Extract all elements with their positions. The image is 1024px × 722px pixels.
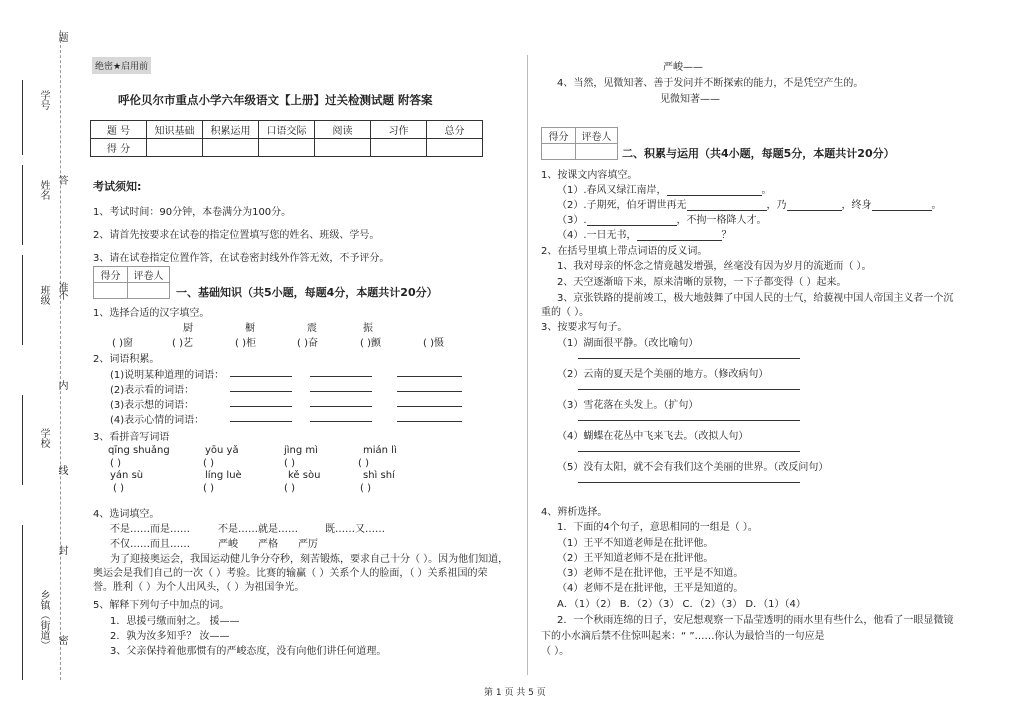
answer-label: 严峻—— <box>663 62 703 73</box>
answer-line[interactable] <box>787 201 842 211</box>
char-option: 震 <box>307 323 317 334</box>
q4-item: （4）老师不是在批评他，王平是知道的。 <box>557 583 744 594</box>
table-cell[interactable] <box>315 139 371 157</box>
answer-line[interactable] <box>230 406 292 407</box>
pinyin: líng luè <box>205 470 242 481</box>
table-cell: 知识基础 <box>147 121 203 139</box>
answer-line[interactable] <box>578 358 800 359</box>
pinyin: shì shí <box>363 470 395 481</box>
sidebar-label: 题 <box>56 32 67 42</box>
fill-blank: ( )颤 <box>360 338 381 349</box>
q5-item: 2．孰为汝多知乎？ 汝—— <box>110 631 230 642</box>
pinyin: qīng shuǎng <box>108 445 170 456</box>
word-option: 严厉 <box>298 539 318 550</box>
q3-item: （2）云南的夏天是个美丽的地方。（修改病句） <box>557 369 769 380</box>
fill-blank: ( )柜 <box>235 338 256 349</box>
pinyin: yōu yǎ <box>205 445 239 456</box>
table-cell: 总分 <box>427 121 483 139</box>
answer-line[interactable] <box>872 201 932 211</box>
q4-item: （2）王平知道老师不是在批评他。 <box>557 553 714 564</box>
answer-line[interactable] <box>578 420 800 421</box>
pinyin: kě sòu <box>288 470 321 481</box>
section2-title: 二、积累与运用（共4小题，每题5分，本题共计20分） <box>622 147 895 160</box>
char-option: 厨 <box>183 323 193 334</box>
q5-item: 3、父亲保持着他那惯有的严峻态度，没有向他们讲任何道理。 <box>110 646 387 657</box>
grader-box <box>93 266 170 299</box>
table-cell[interactable] <box>259 139 315 157</box>
answer-line[interactable] <box>578 451 800 452</box>
answer-line[interactable] <box>230 376 292 377</box>
grader-score-cell[interactable] <box>542 144 576 160</box>
sidebar-label: 密 <box>56 635 67 645</box>
word-option: 既……又…… <box>325 524 385 535</box>
page-footer: 第 1 页 共 5 页 <box>484 688 546 698</box>
char-option: 橱 <box>245 323 255 334</box>
q2-item: (2)表示看的词语： <box>110 385 195 396</box>
answer-line[interactable] <box>578 482 800 483</box>
answer-line[interactable] <box>230 421 292 422</box>
table-cell[interactable] <box>147 139 203 157</box>
q4-item: （ ）。 <box>541 646 570 657</box>
score-table <box>90 120 483 157</box>
table-cell: 习作 <box>371 121 427 139</box>
section1-title: 一、基础知识（共5小题，每题4分，本题共计20分） <box>176 286 438 299</box>
grader-box <box>541 127 618 160</box>
grader-score-cell[interactable] <box>94 283 128 299</box>
char-option: 振 <box>363 323 373 334</box>
q1-item: （2）.子期死，伯牙谓世再无 ，乃 ，终身 。 <box>557 200 942 211</box>
pinyin: yán sù <box>110 470 144 481</box>
answer-line[interactable] <box>587 216 677 226</box>
answer-line[interactable] <box>310 391 372 392</box>
q4-options: A．（1）（2） B．（2）（3） C．（2）（3） D．（1）（4） <box>557 599 806 610</box>
blank-line <box>22 525 23 680</box>
table-cell: 题 号 <box>91 121 147 139</box>
fill-blank: ( )奋 <box>297 338 318 349</box>
q1-item-text: （1）.春风又绿江南岸， <box>557 185 667 196</box>
instruction-item: 3、请在试卷指定位置作答，在试卷密封线外作答无效，不予评分。 <box>93 253 390 264</box>
q5-item: 1．思援弓缴而射之。 援—— <box>110 616 240 627</box>
answer-line[interactable] <box>310 421 372 422</box>
sidebar-label: 姓名 <box>38 180 49 200</box>
answer-line[interactable] <box>397 376 462 377</box>
table-cell: 阅读 <box>315 121 371 139</box>
fill-blank: ( )艺 <box>172 338 193 349</box>
instruction-item: 2、请首先按要求在试卷的指定位置填写您的姓名、班级、学号。 <box>93 230 380 241</box>
word-option: 不是……而是…… <box>110 524 190 535</box>
q3-item: （4）蝴蝶在花丛中飞来飞去。（改拟人句） <box>557 431 749 442</box>
grader-reviewer-cell[interactable] <box>128 283 170 299</box>
q1-item-text: （2）.子期死，伯牙谓世再无 <box>557 200 687 211</box>
q1-item-text: （4）.一日无书， <box>557 230 637 241</box>
question: 4、选词填空。 <box>93 509 160 520</box>
q3-item: （3）雪花落在头发上。（扩句） <box>557 400 699 411</box>
grader-reviewer-label: 评卷人 <box>128 267 170 283</box>
q1-item: （1）.春风又绿江南岸， 。 <box>557 185 772 196</box>
question: 2、在括号里填上带点词语的反义词。 <box>541 246 708 257</box>
paragraph-line: 誉。胜利（ ）为个人出风头，（ ）为祖国争光。 <box>93 582 305 593</box>
answer-line[interactable] <box>397 391 462 392</box>
sidebar-label: 学校 <box>38 428 49 448</box>
fill-blank: ( )窗 <box>112 338 133 349</box>
sidebar-label: 线 <box>56 465 67 475</box>
answer-line[interactable] <box>397 406 462 407</box>
table-cell[interactable] <box>427 139 483 157</box>
answer-line[interactable] <box>310 376 372 377</box>
answer-line[interactable] <box>310 406 372 407</box>
q4-item: 1．下面的4个句子，意思相同的一组是（ ）。 <box>557 522 758 533</box>
question: 2、词语积累。 <box>93 354 160 365</box>
q2-item: (4)表示心情的词语： <box>110 415 205 426</box>
sidebar-label: 内 <box>56 380 67 390</box>
q1-item-text: （3）. <box>557 215 587 226</box>
sidebar-label: 不 <box>56 290 67 300</box>
question: 4、辨析选择。 <box>541 507 608 518</box>
q4-item: （3）老师不是在批评他，王平是不知道。 <box>557 568 744 579</box>
grader-reviewer-label: 评卷人 <box>576 128 618 144</box>
table-cell: 积累运用 <box>203 121 259 139</box>
q1-item: （4）.一日无书， ？ <box>557 230 732 241</box>
answer-line[interactable] <box>578 389 800 390</box>
fill-blank: ( )慑 <box>423 338 444 349</box>
blank-line <box>22 255 23 345</box>
table-cell[interactable] <box>203 139 259 157</box>
binding-line <box>60 30 61 680</box>
sidebar-label: 学号 <box>38 90 49 110</box>
q4-item: （1）王平不知道老师是在批评他。 <box>557 538 714 549</box>
answer-line[interactable] <box>667 186 762 196</box>
paragraph-line: 奥运会是我们自己的一次（ ）考验。比赛的输赢（ ）关系个人的脸面，（ ）关系祖国的荣 <box>93 568 488 579</box>
question: 5、解释下列句子中加点的词。 <box>93 600 230 611</box>
word-option: 严峻 <box>218 539 238 550</box>
instruction-item: 1、考试时间：90分钟，本卷满分为100分。 <box>93 207 292 218</box>
q2-item: (3)表示想的词语： <box>110 400 195 411</box>
secret-label: 绝密★启用前 <box>92 57 151 74</box>
q2-item: 3、京张铁路的提前竣工，极大地鼓舞了中国人民的士气，给藐视中国人帝国主义者一个沉 <box>557 293 954 304</box>
q3-item: （1）湖面很平静。（改比喻句） <box>557 338 699 349</box>
q3-item: （5）没有太阳，就不会有我们这个美丽的世界。（改反问句） <box>557 462 829 473</box>
page-title: 呼伦贝尔市重点小学六年级语文【上册】过关检测试题 附答案 <box>118 93 433 107</box>
question: 3、按要求写句子。 <box>541 322 628 333</box>
answer-line[interactable] <box>397 421 462 422</box>
sidebar-label: 答 <box>56 175 67 185</box>
pinyin: mián lì <box>363 445 397 456</box>
answer-label: 见微知著—— <box>660 94 720 105</box>
question: 4、当然，见微知著、善于发问并不断探索的能力，不是凭空产生的。 <box>557 78 864 89</box>
instructions-title: 考试须知: <box>93 180 142 193</box>
q2-item: 2、天空逐渐暗下来，原来清晰的景物，一下子都变得（ ）起来。 <box>557 277 847 288</box>
blank-line <box>22 165 23 245</box>
table-cell: 得 分 <box>91 139 147 157</box>
table-cell[interactable] <box>371 139 427 157</box>
question: 3、看拼音写词语 <box>93 432 170 443</box>
sidebar-label: 封 <box>56 545 67 555</box>
q4-item: 下的小水滴后禁不住惊叫起来：“ ”……你认为最恰当的一句应是 <box>541 631 825 642</box>
q4-item: 2．一个秋雨连绵的日子，安尼想观察一下晶莹透明的雨水里有些什么，他看了一眼显微镜 <box>557 615 954 626</box>
grader-reviewer-cell[interactable] <box>576 144 618 160</box>
column-separator <box>527 55 528 675</box>
paragraph-line: 为了迎接奥运会，我国运动健儿争分夺秒，刻苦锻炼，要求自己十分（ ）。因为他们知道， <box>110 554 509 565</box>
grader-score-label: 得分 <box>542 128 576 144</box>
pinyin: jìng mì <box>284 445 318 456</box>
sidebar-label: 乡镇（街道） <box>38 590 49 650</box>
table-cell: 口语交际 <box>259 121 315 139</box>
q2-item: (1)说明某种道理的词语： <box>110 370 225 381</box>
answer-line[interactable] <box>637 231 722 241</box>
grader-score-label: 得分 <box>94 267 128 283</box>
question: 1、选择合适的汉字填空。 <box>93 308 210 319</box>
q1-item: （3）. ，不拘一格降人才。 <box>557 215 767 226</box>
question: 1、按课文内容填空。 <box>541 170 638 181</box>
sidebar-label: 班级 <box>38 285 49 305</box>
answer-line[interactable] <box>230 391 292 392</box>
answer-line[interactable] <box>687 201 767 211</box>
q2-item: 重的（ ）。 <box>541 307 590 318</box>
q2-item: 1、我对母亲的怀念之情竟越发增强，丝毫没有因为岁月的流逝而（ ）。 <box>557 261 872 272</box>
word-option: 严格 <box>258 539 278 550</box>
word-option: 不是……就是…… <box>218 524 298 535</box>
blank-line <box>22 80 23 155</box>
sidebar-label: 准 <box>56 282 67 292</box>
word-option: 不仅……而且…… <box>110 539 190 550</box>
blank-line <box>22 395 23 485</box>
